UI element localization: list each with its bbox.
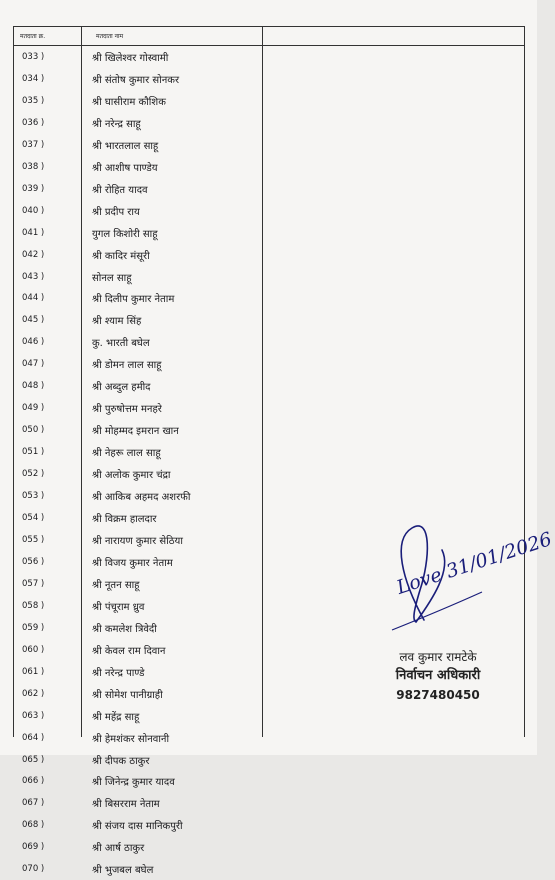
- voter-number: 056 ): [22, 556, 45, 567]
- table-row: [14, 749, 524, 771]
- header-voter-name: मतदाता नाम: [96, 33, 124, 40]
- voter-number: 068 ): [22, 820, 45, 831]
- voter-name: श्री आर्ष ठाकुर: [92, 843, 145, 855]
- voter-rows: [14, 46, 524, 880]
- voter-number: 065 ): [22, 754, 45, 765]
- table-row: [14, 287, 524, 309]
- voter-number: 051 ): [22, 447, 45, 458]
- table-row: [14, 134, 524, 156]
- voter-number: 057 ): [22, 578, 45, 589]
- voter-name: श्री नेहरू लाल साहू: [92, 448, 161, 460]
- table-row: [14, 46, 524, 68]
- voter-name: श्री नारायण कुमार सेठिया: [92, 535, 183, 547]
- officer-stamp: [368, 648, 508, 704]
- voter-name: श्री पंचूराम ध्रुव: [92, 601, 145, 613]
- voter-number: 042 ): [22, 249, 45, 260]
- voter-number: 047 ): [22, 359, 45, 370]
- voter-name: श्री अब्दुल हमीद: [92, 382, 151, 394]
- table-row: [14, 222, 524, 244]
- voter-number: 041 ): [22, 227, 45, 238]
- voter-name: श्री बिसरराम नेताम: [92, 799, 160, 811]
- voter-number: 044 ): [22, 293, 45, 304]
- voter-name: श्री दिलीप कुमार नेताम: [92, 294, 175, 306]
- voter-name: श्री संजय दास मानिकपुरी: [92, 821, 183, 833]
- table-row: [14, 419, 524, 441]
- table-row: [14, 200, 524, 222]
- voter-number: 053 ): [22, 491, 45, 502]
- table-row: [14, 441, 524, 463]
- header-voter-number: मतदाता क्र.: [20, 33, 46, 40]
- voter-name: युगल किशोरी साहू: [92, 228, 158, 240]
- voter-number: 058 ): [22, 600, 45, 611]
- voter-name: सोनल साहू: [92, 272, 132, 284]
- voter-number: 045 ): [22, 315, 45, 326]
- voter-name: श्री भुजबल बघेल: [92, 865, 154, 877]
- voter-number: 060 ): [22, 644, 45, 655]
- voter-number: 066 ): [22, 776, 45, 787]
- table-row: [14, 375, 524, 397]
- voter-number: 061 ): [22, 666, 45, 677]
- table-row: [14, 112, 524, 134]
- voter-number: 037 ): [22, 139, 45, 150]
- table-row: [14, 68, 524, 90]
- voter-name: श्री हेमशंकर सोनवानी: [92, 733, 170, 745]
- voter-name: श्री केवल राम दिवान: [92, 645, 166, 657]
- voter-name: श्री आशीष पाण्डेय: [92, 162, 158, 174]
- table-row: [14, 90, 524, 112]
- table-header: [14, 27, 524, 46]
- voter-name: श्री आकिब अहमद अशरफी: [92, 492, 191, 504]
- voter-number: 038 ): [22, 161, 45, 172]
- signature-date-text: 31/01/2026: [443, 528, 555, 583]
- voter-name: श्री खिलेश्वर गोस्वामी: [92, 53, 169, 64]
- voter-name: श्री कादिर मंसूरी: [92, 250, 150, 262]
- table-row: [14, 814, 524, 836]
- voter-number: 052 ): [22, 469, 45, 480]
- table-row: [14, 727, 524, 749]
- table-row: [14, 266, 524, 288]
- table-row: [14, 463, 524, 485]
- voter-number: 059 ): [22, 622, 45, 633]
- voter-number: 048 ): [22, 381, 45, 392]
- voter-name: श्री संतोष कुमार सोनकर: [92, 74, 180, 86]
- voter-name: श्री महेंद्र साहू: [92, 711, 140, 723]
- table-row: [14, 309, 524, 331]
- voter-name: श्री प्रदीप राय: [92, 206, 140, 218]
- table-row: [14, 770, 524, 792]
- voter-number: 035 ): [22, 95, 45, 106]
- voter-name: श्री विजय कुमार नेताम: [92, 557, 173, 569]
- voter-name: श्री विक्रम हालदार: [92, 514, 157, 526]
- voter-number: 050 ): [22, 425, 45, 436]
- table-row: [14, 178, 524, 200]
- voter-number: 034 ): [22, 73, 45, 84]
- voter-number: 049 ): [22, 403, 45, 414]
- voter-number: 054 ): [22, 513, 45, 524]
- voter-number: 039 ): [22, 183, 45, 194]
- table-row: [14, 331, 524, 353]
- voter-name: श्री पुरुषोत्तम मनहरे: [92, 404, 162, 416]
- voter-name: श्री भारतलाल साहू: [92, 140, 159, 152]
- voter-number: 033 ): [22, 52, 45, 62]
- table-row: [14, 705, 524, 727]
- voter-name: श्री डोमन लाल साहू: [92, 360, 162, 372]
- voter-number: 040 ): [22, 205, 45, 216]
- voter-number: 055 ): [22, 534, 45, 545]
- voter-number: 036 ): [22, 117, 45, 128]
- voter-name: श्री अलोक कुमार चंद्रा: [92, 470, 171, 482]
- voter-number: 064 ): [22, 732, 45, 743]
- voter-number: 046 ): [22, 337, 45, 348]
- table-row: [14, 858, 524, 880]
- voter-name: श्री सोमेश पानीग्राही: [92, 689, 163, 701]
- voter-name: श्री नूतन साहू: [92, 579, 140, 591]
- voter-name: श्री नरेन्द्र साहू: [92, 118, 141, 130]
- table-row: [14, 156, 524, 178]
- table-row: [14, 244, 524, 266]
- table-row: [14, 397, 524, 419]
- voter-name: श्री दीपक ठाकुर: [92, 755, 150, 767]
- voter-number: 069 ): [22, 842, 45, 853]
- voter-number: 070 ): [22, 864, 45, 875]
- table-row: [14, 353, 524, 375]
- voter-name: श्री घासीराम कौशिक: [92, 96, 166, 108]
- voter-number: 043 ): [22, 271, 45, 282]
- officer-name: लव कुमार रामटेके: [399, 650, 477, 664]
- voter-number: 067 ): [22, 798, 45, 809]
- voter-name: श्री रोहित यादव: [92, 184, 148, 196]
- voter-name: कु. भारती बघेल: [92, 338, 150, 350]
- voter-name: श्री श्याम सिंह: [92, 316, 142, 328]
- table-row: [14, 836, 524, 858]
- voter-number: 063 ): [22, 710, 45, 721]
- voter-name: श्री जिनेन्द्र कुमार यादव: [92, 777, 175, 789]
- officer-title: निर्वाचन अधिकारी: [395, 668, 481, 683]
- signature-handwritten: Love: [394, 563, 445, 599]
- table-row: [14, 485, 524, 507]
- voter-name: श्री नरेन्द्र पाण्डे: [92, 667, 145, 679]
- voter-name: श्री कमलेश त्रिवेदी: [92, 623, 157, 635]
- voter-number: 062 ): [22, 688, 45, 699]
- voter-name: श्री मोहम्मद इमरान खान: [92, 426, 179, 438]
- officer-phone: 9827480450: [396, 688, 480, 702]
- table-row: [14, 792, 524, 814]
